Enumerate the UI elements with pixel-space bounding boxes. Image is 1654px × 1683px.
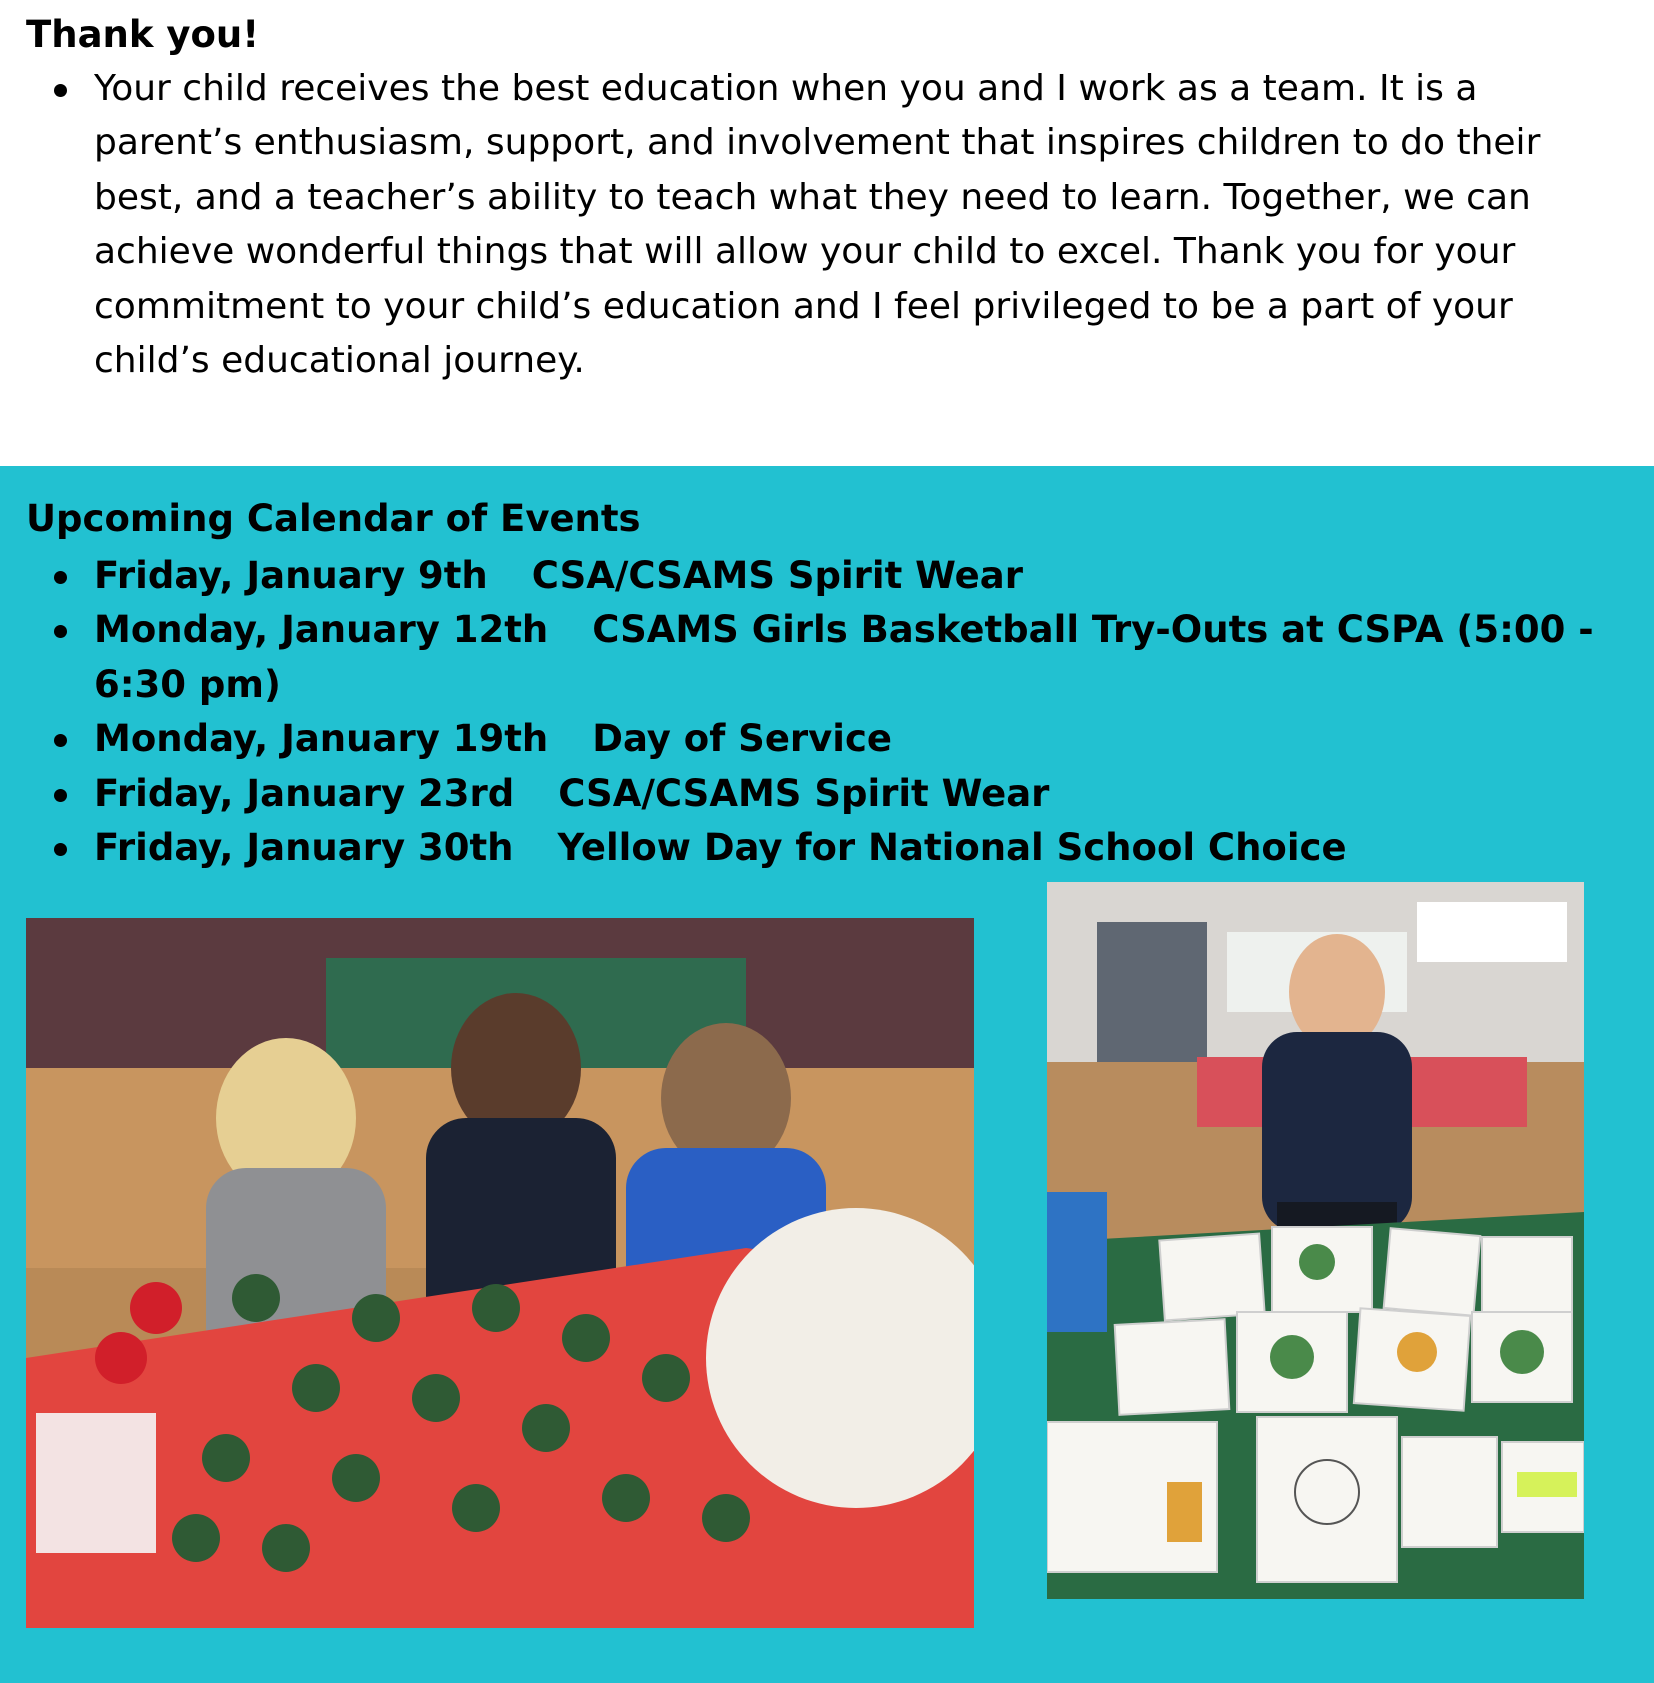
event-title: CSA/CSAMS Spirit Wear <box>558 771 1050 815</box>
photo-students-ornament-table <box>26 918 974 1628</box>
event-title: Day of Service <box>592 717 892 761</box>
thank-you-list <box>50 62 1635 388</box>
event-date: Monday, January 19th <box>94 717 549 761</box>
calendar-heading: Upcoming Calendar of Events <box>26 497 641 540</box>
photo-students-ornament-table-image <box>26 918 974 1628</box>
thank-you-section <box>0 0 1654 466</box>
event-item <box>50 603 1635 712</box>
event-date: Friday, January 23rd <box>94 771 515 815</box>
thank-you-heading: Thank you! <box>26 13 260 56</box>
event-item <box>50 549 1635 603</box>
thank-you-paragraph: Your child receives the best education when you and I work as a team. It is a parent’s enthusiasm, support, and involvement that inspires children to do their best, and a teacher’s ability to teach what they need to learn. Together, we can achieve wonderful things that will allow your child to excel. Thank you for your commitment to your child’s education and I feel privileged to be a part of your child’s educational journey. <box>50 62 1635 388</box>
event-item <box>50 767 1635 821</box>
event-date: Monday, January 12th <box>94 608 549 652</box>
event-item <box>50 821 1635 875</box>
event-date: Friday, January 9th <box>94 554 488 597</box>
event-title: CSAMS Girls Basketball Try-Outs at CSPA (5:00 - 6:30 pm) <box>94 608 1594 706</box>
event-item <box>50 712 1635 766</box>
photo-student-drawings-table <box>1047 882 1584 1599</box>
calendar-section <box>0 466 1654 1683</box>
event-list <box>50 549 1635 875</box>
event-title: Yellow Day for National School Choice <box>557 826 1347 870</box>
event-title: CSA/CSAMS Spirit Wear <box>531 554 1023 597</box>
photo-student-drawings-table-image <box>1047 882 1584 1599</box>
event-date: Friday, January 30th <box>94 826 514 870</box>
